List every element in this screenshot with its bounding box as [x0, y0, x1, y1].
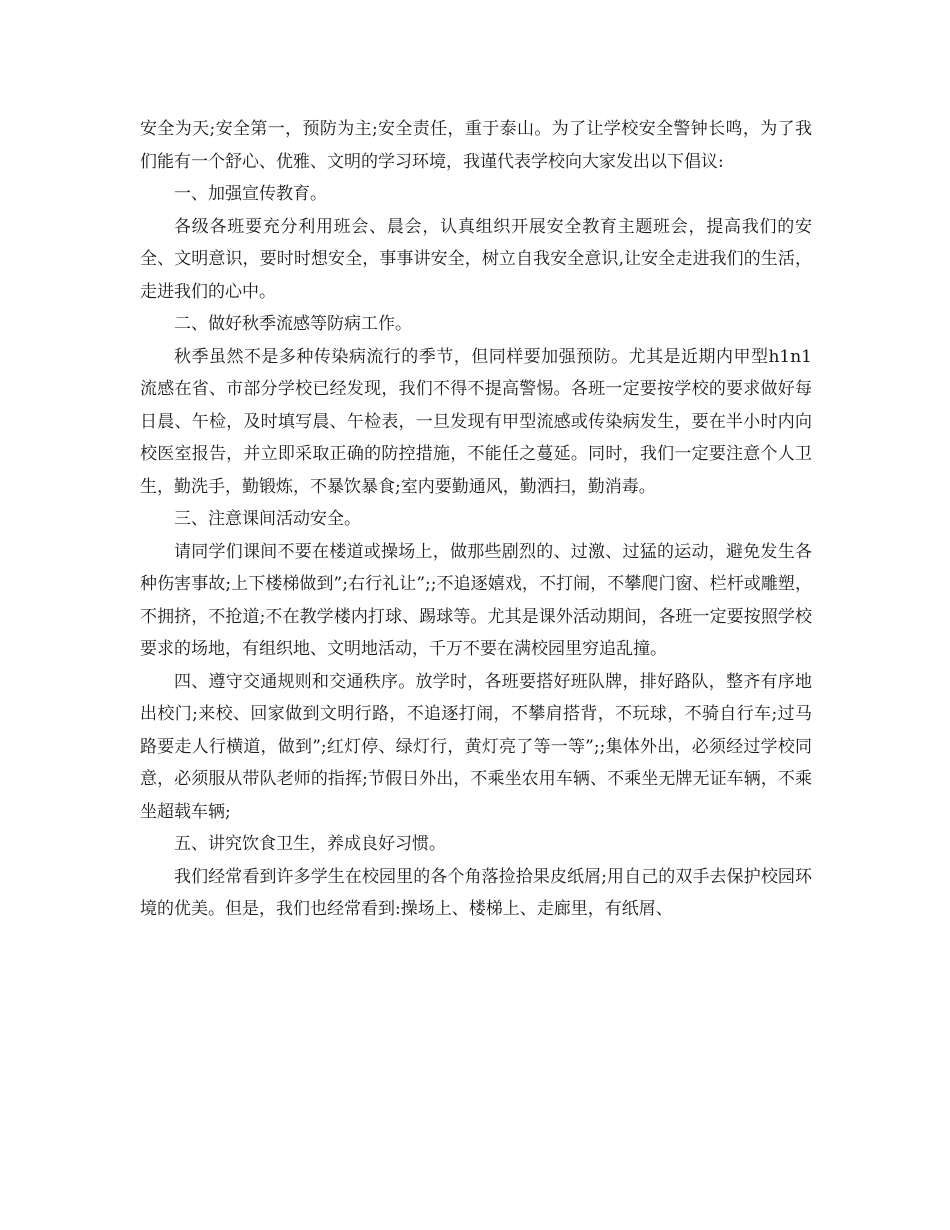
body-paragraph-3: 请同学们课间不要在楼道或操场上，做那些剧烈的、过激、过猛的运动，避免发生各种伤害事故;上下楼梯做到”;右行礼让”;;不追逐嬉戏，不打闹，不攀爬门窗、栏杆或雕塑，不拥挤，不抢道;不在教学楼内打球、踢球等。尤其是课外活动期间，各班一定要按照学校要求的场地，有组织地、文明地活动，千万不要在满校园里穷追乱撞。 [140, 541, 812, 659]
section-heading-2: 二、做好秋季流感等防病工作。 [174, 314, 412, 334]
section-heading-3: 三、注意课间活动安全。 [174, 509, 361, 529]
body-paragraph-2: 秋季虽然不是多种传染病流行的季节，但同样要加强预防。尤其是近期内甲型h1n1流感在省、市部分学校已经发现，我们不得不提高警惕。各班一定要按学校的要求做好每日晨、午检，及时填写晨、午检表，一旦发现有甲型流感或传染病发生，要在半小时内向校医室报告，并立即采取正确的防控措施，不能任之蔓延。同时，我们一定要注意个人卫生，勤洗手，勤锻炼，不暴饮暴食;室内要勤通风，勤洒扫，勤消毒。 [140, 346, 812, 497]
body-paragraph-1: 各级各班要充分利用班会、晨会，认真组织开展安全教育主题班会，提高我们的安全、文明意识，要时时想安全，事事讲安全，树立自我安全意识,让安全走进我们的生活，走进我们的心中。 [140, 216, 812, 302]
body-paragraph-5: 我们经常看到许多学生在校园里的各个角落捡拾果皮纸屑;用自己的双手去保护校园环境的优美。但是，我们也经常看到:操场上、楼梯上、走廊里，有纸屑、 [140, 866, 812, 919]
section-heading-1: 一、加强宣传教育。 [174, 184, 327, 204]
section-paragraph-4: 四、遵守交通规则和交通秩序。放学时，各班要搭好班队牌，排好路队，整齐有序地出校门;来校、回家做到文明行路，不追逐打闹，不攀肩搭背，不玩球，不骑自行车;过马路要走人行横道，做到”;红灯停、绿灯行，黄灯亮了等一等”;;集体外出，必须经过学校同意，必须服从带队老师的指挥;节假日外出，不乘坐农用车辆、不乘坐无牌无证车辆，不乘坐超载车辆; [140, 671, 812, 822]
section-heading-5: 五、讲究饮食卫生，养成良好习惯。 [174, 834, 446, 854]
intro-paragraph: 安全为天;安全第一，预防为主;安全责任，重于泰山。为了让学校安全警钟长鸣，为了我们能有一个舒心、优雅、文明的学习环境，我谨代表学校向大家发出以下倡议: [140, 119, 812, 172]
document-body [140, 113, 812, 926]
